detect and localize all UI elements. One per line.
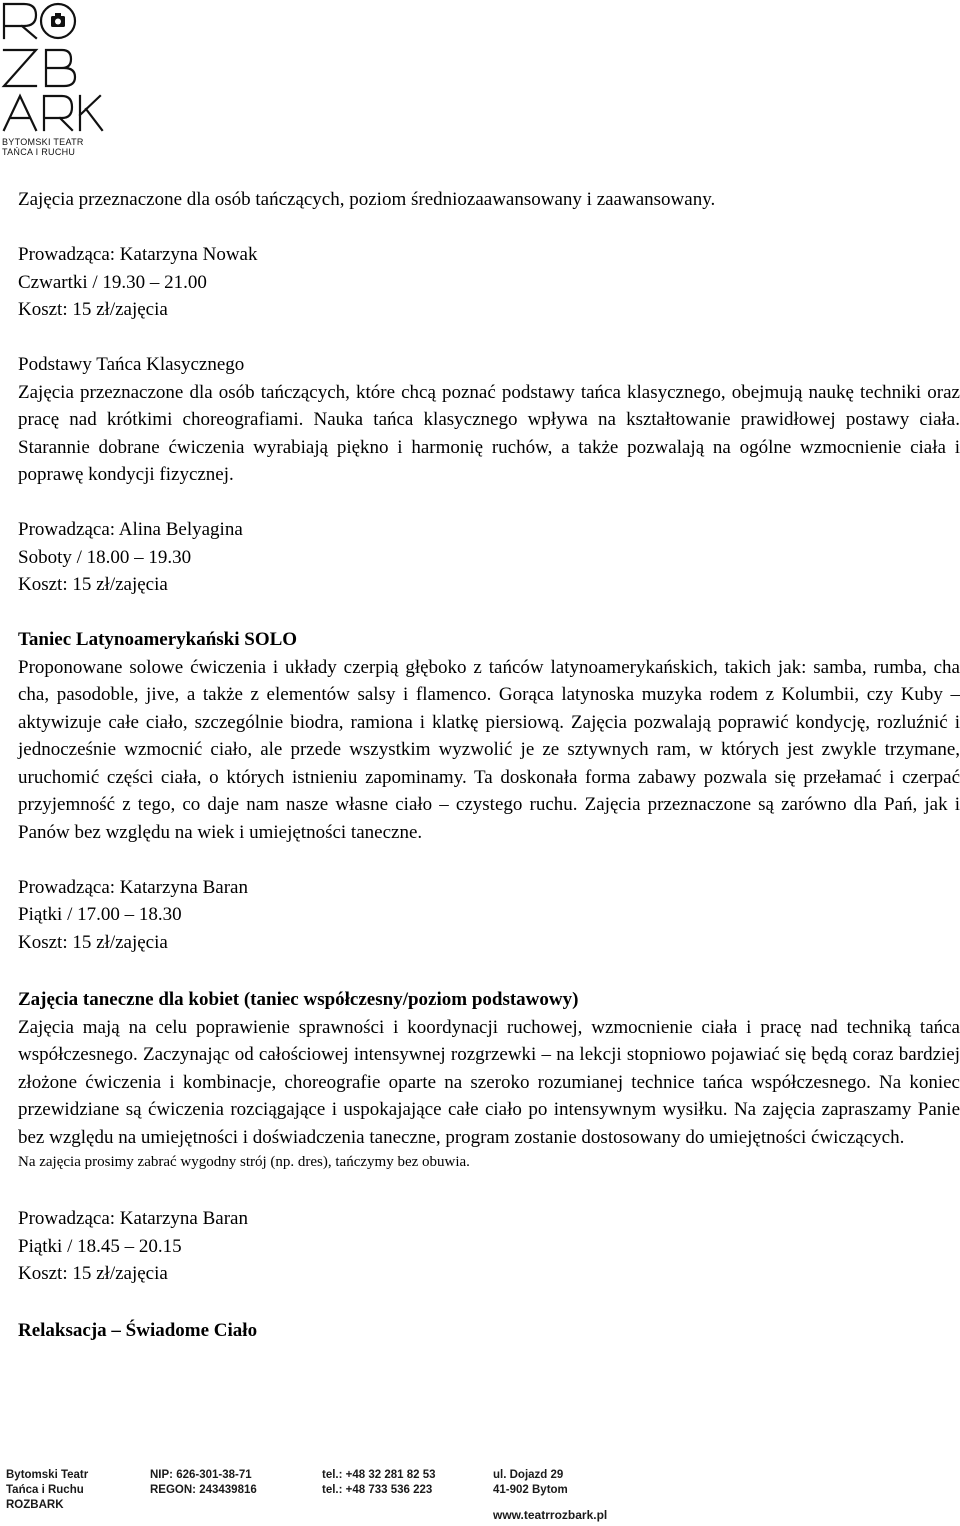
footer-ids: [150, 1468, 257, 1498]
section-instructor-contemporary: Prowadząca: Katarzyna Baran: [18, 1208, 248, 1229]
footer-website-link[interactable]: www.teatrrozbark.pl: [493, 1508, 608, 1522]
footer-phone-2: tel.: +48 733 536 223: [322, 1484, 433, 1496]
section-title-relaxation: Relaksacja – Świadome Ciało: [18, 1319, 258, 1341]
section-title-classical: Podstawy Tańca Klasycznego: [18, 354, 245, 375]
logo-subtitle-line-1: BYTOMSKI TEATR: [2, 137, 84, 147]
intro-description: Zajęcia przeznaczone dla osób tańczących, poziom średniozaawansowany i zaawansowany.: [18, 189, 716, 210]
section-description-classical: Zajęcia przeznaczone dla osób tańczących, które chcą poznać podstawy tańca klasycznego, obejmują naukę techniki oraz pracę nad krótkimi choreografiami. Nauka tańca klasycznego wpływa na kształtowanie prawidłowej postawy ciała. Starannie dobrane ćwiczenia wyrabiają piękno i harmonię ruchów, a także pozwalają na ogólne wzmocnienie ciała i poprawę kondycji fizycznej.: [18, 381, 960, 485]
intro-schedule: Czwartki / 19.30 – 21.00: [18, 271, 207, 293]
section-schedule-contemporary: Piątki / 18.45 – 20.15: [18, 1235, 182, 1257]
section-schedule-classical: Soboty / 18.00 – 19.30: [18, 546, 192, 568]
section-cost-classical: Koszt: 15 zł/zajęcia: [18, 574, 168, 595]
footer-org: [6, 1468, 88, 1513]
section-description-contemporary: Zajęcia mają na celu poprawienie sprawności i koordynacji ruchowej, wzmocnienie ciała i pracę nad techniką tańca współczesnego. Zaczynając od całościowej intensywnej rozgrzewki – na lekcji stopniowo pojawiać się będą coraz bardziej złożone ćwiczenia i kombinacje, choreografie oparte na szeroko rozumianej technice tańca współczesnego. Na koniec przewidziane są ćwiczenia rozciągające i uspokajające całe ciało po intensywnym wysiłku. Na zajęcia zapraszamy Panie bez względu na umiejętności i doświadczenia taneczne, program zostanie dostosowany do umiejętności ćwiczących.: [18, 1016, 960, 1148]
footer-regon: REGON: 243439816: [150, 1484, 257, 1496]
document-body: [18, 186, 960, 1344]
section-cost-latino: Koszt: 15 zł/zajęcia: [18, 931, 168, 953]
footer-phone-1: tel.: +48 32 281 82 53: [322, 1469, 436, 1481]
page-footer: [0, 1462, 960, 1526]
section-note-contemporary: Na zajęcia prosimy zabrać wygodny strój (np. dres), tańczymy bez obuwia.: [18, 1154, 470, 1170]
section-title-latino-text: Taniec Latynoamerykański SOLO: [18, 629, 298, 650]
section-description-latino: Proponowane solowe ćwiczenia i układy czerpią głęboko z tańców latynoamerykańskich, takich jak: samba, rumba, cha cha, pasodoble, jive, a także z elementów salsy i flamenco. Gorąca latynoska muzyka rodem z Kolumbii, czy Kuby – aktywizuje całe ciało, szczególnie biodra, ramiona i klatkę piersiową. Zajęcia pozwalają poprawić kondycję, rozluźnić i jednocześnie wzmocnić ciało, ale przede wszystkim wyzwolić je ze sztywnych ram, w których jest zwykle trzymane, uruchomić części ciała, o których istnieniu zapominamy. Ta doskonała forma zabawy pozwala się przełamać i czerpać przyjemność z tego, co daje nam nasze własne ciało – czystego ruchu. Zajęcia przeznaczone są zarówno dla Pań, jak i Panów bez względu na wiek i umiejętności taneczne.: [18, 656, 960, 843]
intro-instructor: Prowadząca: Katarzyna Nowak: [18, 244, 258, 265]
section-instructor-latino: Prowadząca: Katarzyna Baran: [18, 876, 248, 898]
section-title-contemporary: Zajęcia taneczne dla kobiet (taniec współczesny/poziom podstawowy): [18, 989, 579, 1010]
camera-icon: [51, 13, 65, 27]
logo-subtitle-line-2: TAŃCA I RUCHU: [2, 147, 76, 157]
footer-city: 41-902 Bytom: [493, 1484, 568, 1496]
logo-mark: [0, 0, 112, 150]
intro-cost: Koszt: 15 zł/zajęcia: [18, 299, 168, 320]
section-schedule-latino: Piątki / 17.00 – 18.30: [18, 904, 182, 925]
footer-address: [493, 1468, 568, 1498]
footer-phones: [322, 1468, 436, 1498]
footer-org-line-1: Bytomski Teatr: [6, 1469, 89, 1481]
section-cost-contemporary: Koszt: 15 zł/zajęcia: [18, 1263, 168, 1284]
section-title-latino: [18, 626, 960, 654]
section-instructor-classical: Prowadząca: Alina Belyagina: [18, 519, 243, 540]
footer-street: ul. Dojazd 29: [493, 1469, 564, 1481]
footer-org-line-3: ROZBARK: [6, 1499, 64, 1511]
footer-nip: NIP: 626-301-38-71: [150, 1469, 252, 1481]
footer-org-line-2: Tańca i Ruchu: [6, 1484, 84, 1496]
theatre-logo: [0, 0, 112, 165]
